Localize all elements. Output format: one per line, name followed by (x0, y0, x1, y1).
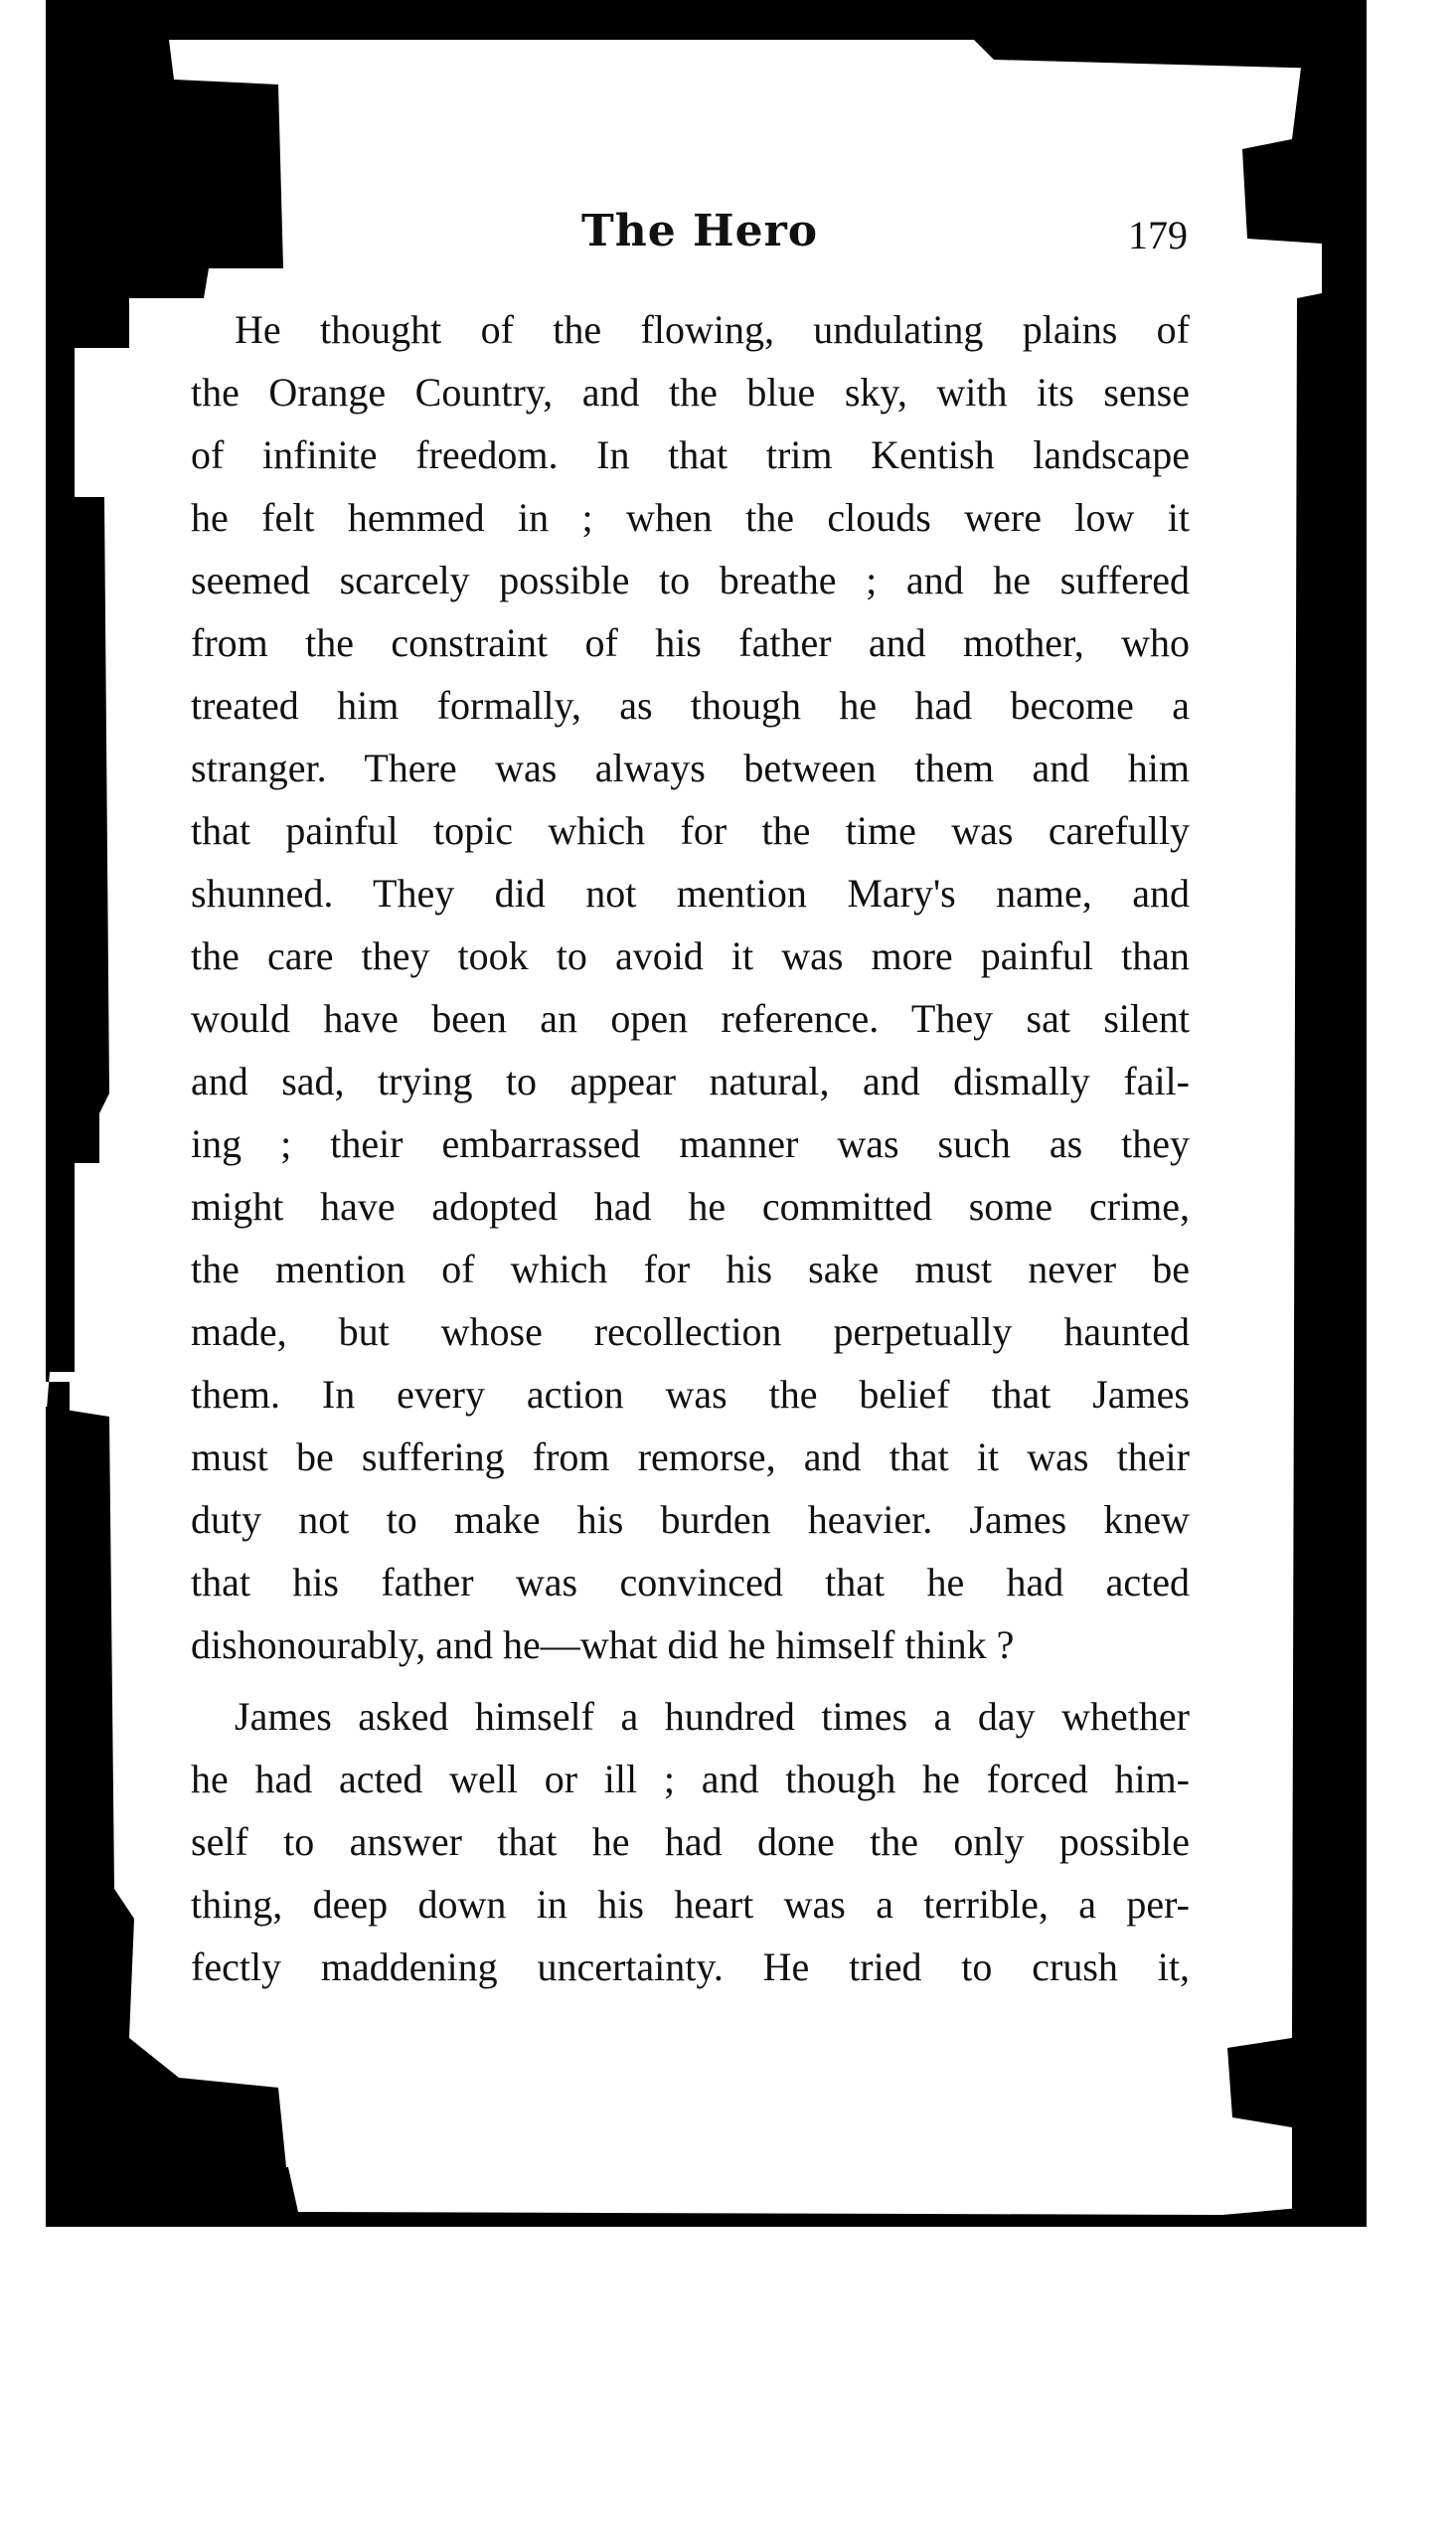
paragraph (191, 1685, 1190, 1998)
text-line: stranger. There was always between them and him (191, 746, 1190, 790)
text-line: he felt hemmed in ; when the clouds were low it (191, 495, 1190, 540)
text-line: and sad, trying to appear natural, and dismally fail- (191, 1059, 1190, 1103)
right-border (1227, 0, 1367, 2227)
text-line: treated him formally, as though he had become a (191, 683, 1190, 728)
text-line: must be suffering from remorse, and that it was their (191, 1434, 1190, 1479)
text-line: thing, deep down in his heart was a terrible, a per- (191, 1882, 1190, 1927)
text-line: the mention of which for his sake must never be (191, 1247, 1190, 1291)
text-line: made, but whose recollection perpetually haunted (191, 1309, 1190, 1354)
paragraph (191, 298, 1190, 1676)
text-line: that his father was convinced that he had acted (191, 1560, 1190, 1604)
text-line: might have adopted had he committed some crime, (191, 1184, 1190, 1229)
text-line: from the constraint of his father and mother, who (191, 620, 1190, 665)
text-line: fectly maddening uncertainty. He tried to crush it, (191, 1944, 1190, 1989)
running-head: The Hero (581, 206, 819, 256)
text-line: the Orange Country, and the blue sky, with its sense (191, 370, 1190, 415)
top-border (46, 0, 1367, 70)
text-line: James asked himself a hundred times a day whether (235, 1694, 1190, 1739)
text-line: duty not to make his burden heavier. James knew (191, 1497, 1190, 1542)
body-text (191, 298, 1190, 1998)
text-line: the care they took to avoid it was more painful than (191, 933, 1190, 978)
text-line: seemed scarcely possible to breathe ; and he suffered (191, 558, 1190, 602)
text-line: of infinite freedom. In that trim Kentish landscape (191, 432, 1190, 477)
text-line: He thought of the flowing, undulating plains of (235, 307, 1190, 352)
text-line: that painful topic which for the time was carefully (191, 808, 1190, 853)
page-number: 179 (1128, 213, 1188, 257)
text-line: would have been an open reference. They sat silent (191, 996, 1190, 1041)
page-header (184, 197, 1188, 266)
text-line: shunned. They did not mention Mary's name, and (191, 871, 1190, 916)
bottom-border (46, 2167, 1367, 2227)
text-line: he had acted well or ill ; and though he forced him- (191, 1757, 1190, 1801)
text-line: them. In every action was the belief that James (191, 1372, 1190, 1417)
text-line: self to answer that he had done the only possible (191, 1819, 1190, 1864)
text-line: dishonourably, and he—what did he himself think ? (191, 1622, 1015, 1667)
text-line: ing ; their embarrassed manner was such as they (191, 1121, 1190, 1166)
